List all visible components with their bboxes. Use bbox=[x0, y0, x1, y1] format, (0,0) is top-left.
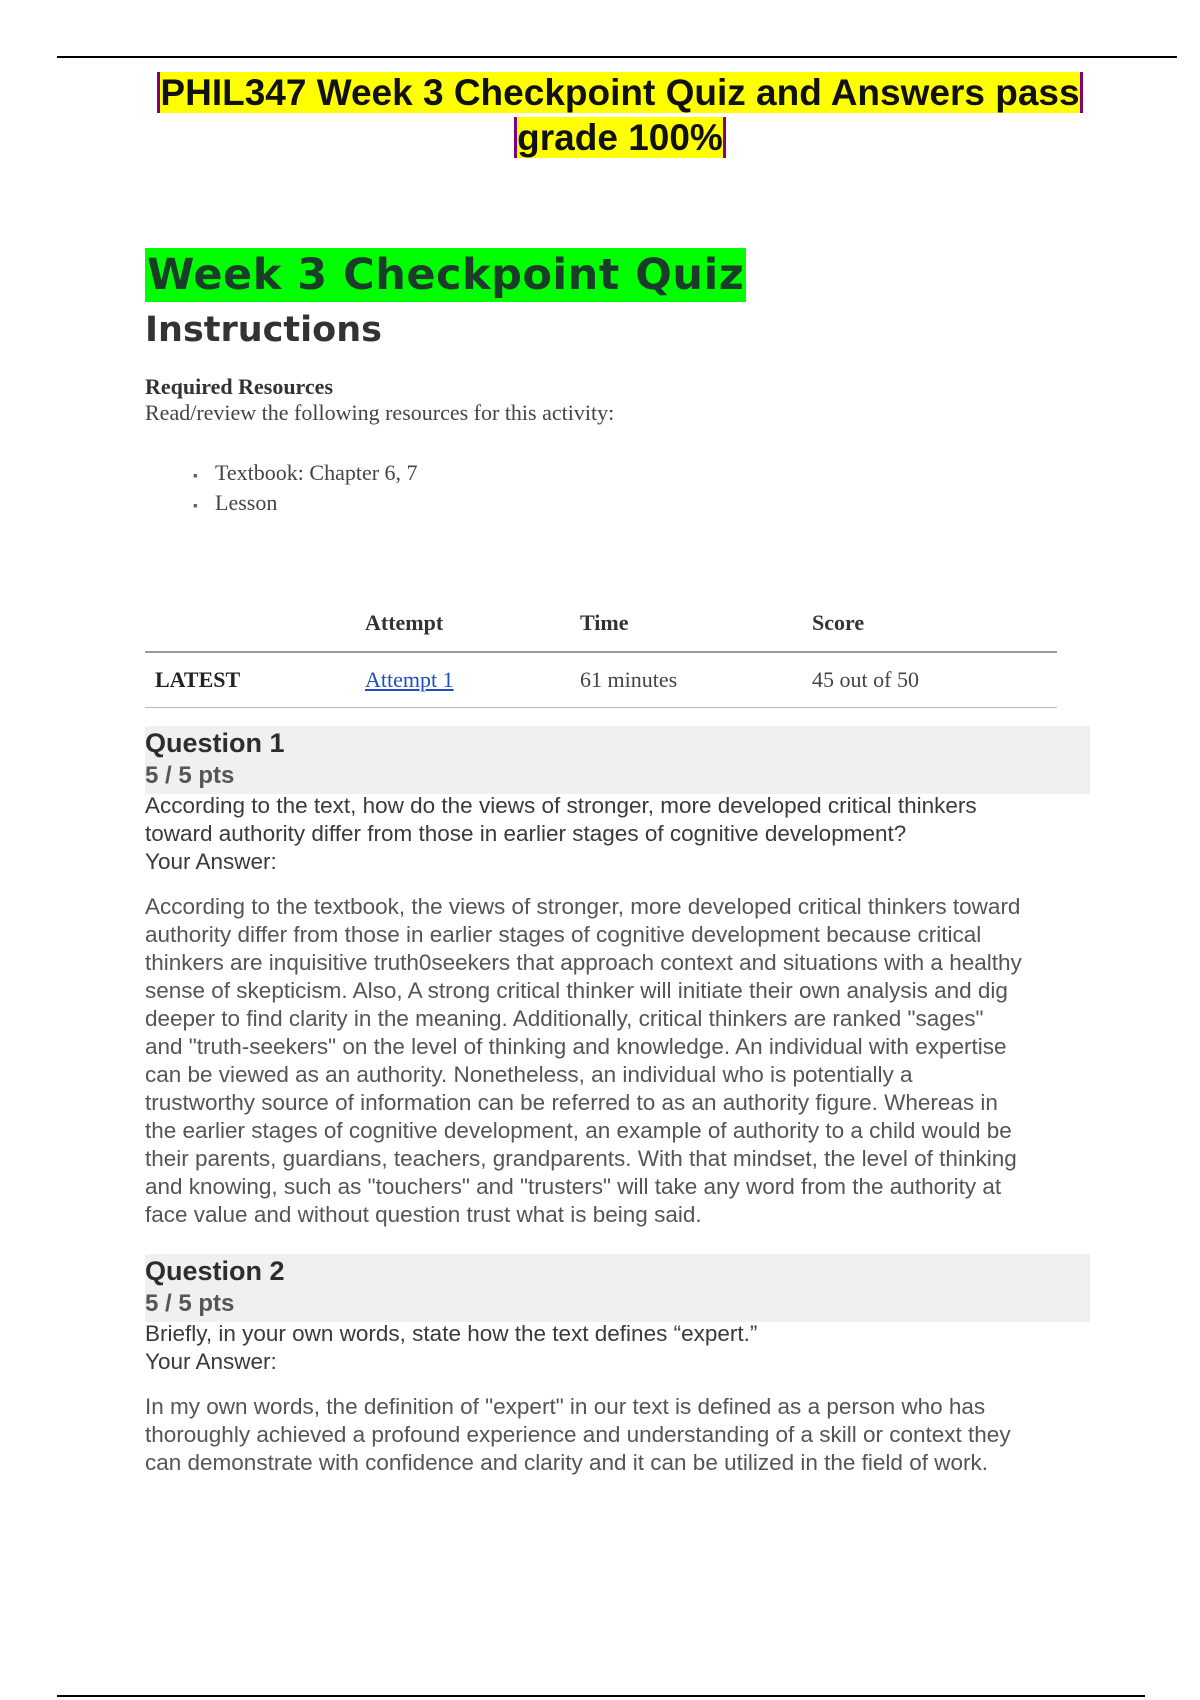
attempt-cell bbox=[355, 652, 570, 708]
title-line-1: PHIL347 Week 3 Checkpoint Quiz and Answers pass bbox=[160, 72, 1080, 113]
answer-line: and knowing, such as "touchers" and "trusters" will take any word from the authority at bbox=[145, 1174, 1002, 1199]
answer-line: thinkers are inquisitive truth0seekers that approach context and situations with a healthy bbox=[145, 950, 1022, 975]
answer-line: In my own words, the definition of "expert" in our text is defined as a person who has bbox=[145, 1394, 986, 1419]
bullet-icon: ▪ bbox=[193, 469, 198, 484]
question-2-title: Question 2 bbox=[145, 1256, 285, 1286]
column-header-blank bbox=[145, 595, 355, 652]
resource-list bbox=[193, 458, 418, 518]
column-header-score: Score bbox=[812, 610, 865, 635]
answer-line: deeper to find clarity in the meaning. Additionally, critical thinkers are ranked "sages" bbox=[145, 1006, 984, 1031]
table-row bbox=[145, 652, 1057, 708]
question-2-header bbox=[145, 1254, 1090, 1322]
question-2-text bbox=[145, 1320, 1090, 1376]
quiz-heading: Week 3 Checkpoint Quiz bbox=[147, 250, 745, 300]
question-1-answer bbox=[145, 893, 1090, 1229]
column-header-attempt: Attempt bbox=[365, 610, 444, 635]
required-resources-text: Read/review the following resources for this activity: bbox=[145, 400, 615, 425]
table-header-row bbox=[145, 595, 1057, 652]
required-resources-heading: Required Resources bbox=[145, 374, 334, 399]
answer-line: the earlier stages of cognitive development, an example of authority to a child would be bbox=[145, 1118, 1012, 1143]
bullet-icon: ▪ bbox=[193, 499, 198, 514]
latest-label: LATEST bbox=[155, 667, 241, 692]
your-answer-label: Your Answer: bbox=[145, 849, 277, 874]
answer-line: can demonstrate with confidence and clarity and it can be utilized in the field of work. bbox=[145, 1450, 988, 1475]
question-2-points: 5 / 5 pts bbox=[145, 1290, 235, 1317]
instructions-heading: Instructions bbox=[145, 310, 382, 350]
question-1-title: Question 1 bbox=[145, 728, 285, 758]
score-cell: 45 out of 50 bbox=[812, 667, 919, 692]
question-1-header bbox=[145, 726, 1090, 794]
list-item bbox=[193, 488, 418, 518]
answer-line: authority differ from those in earlier stages of cognitive development because critical bbox=[145, 922, 982, 947]
attempts-table bbox=[145, 595, 1057, 708]
question-line: According to the text, how do the views of stronger, more developed critical thinkers bbox=[145, 793, 977, 818]
title-highlight bbox=[157, 72, 1082, 113]
your-answer-label: Your Answer: bbox=[145, 1349, 277, 1374]
bottom-rule bbox=[57, 1695, 1145, 1697]
answer-line: sense of skepticism. Also, A strong critical thinker will initiate their own analysis and dig bbox=[145, 978, 1008, 1003]
question-line: toward authority differ from those in earlier stages of cognitive development? bbox=[145, 821, 907, 846]
answer-line: thoroughly achieved a profound experience and understanding of a skill or context they bbox=[145, 1422, 1011, 1447]
question-2-answer bbox=[145, 1393, 1090, 1477]
column-header-time: Time bbox=[580, 610, 629, 635]
attempt-link[interactable]: Attempt 1 bbox=[365, 667, 454, 692]
answer-line: and "truth-seekers" on the level of thinking and knowledge. An individual with expertise bbox=[145, 1034, 1007, 1059]
question-line: Briefly, in your own words, state how the text defines “expert.” bbox=[145, 1321, 758, 1346]
answer-line: face value and without question trust what is being said. bbox=[145, 1202, 702, 1227]
answer-line: According to the textbook, the views of stronger, more developed critical thinkers toward bbox=[145, 894, 1021, 919]
document-title bbox=[80, 70, 1160, 160]
title-highlight bbox=[514, 117, 726, 158]
title-line-2: grade 100% bbox=[517, 117, 723, 158]
resource-lesson: Lesson bbox=[215, 490, 278, 515]
list-item bbox=[193, 458, 418, 488]
resource-textbook: Textbook: Chapter 6, 7 bbox=[215, 460, 418, 485]
top-rule bbox=[57, 56, 1177, 58]
answer-line: trustworthy source of information can be referred to as an authority figure. Whereas in bbox=[145, 1090, 998, 1115]
question-1-text bbox=[145, 792, 1090, 876]
answer-line: can be viewed as an authority. Nonetheless, an individual who is potentially a bbox=[145, 1062, 913, 1087]
answer-line: their parents, guardians, teachers, grandparents. With that mindset, the level of thinking bbox=[145, 1146, 1017, 1171]
question-1-points: 5 / 5 pts bbox=[145, 762, 235, 789]
time-cell: 61 minutes bbox=[580, 667, 678, 692]
